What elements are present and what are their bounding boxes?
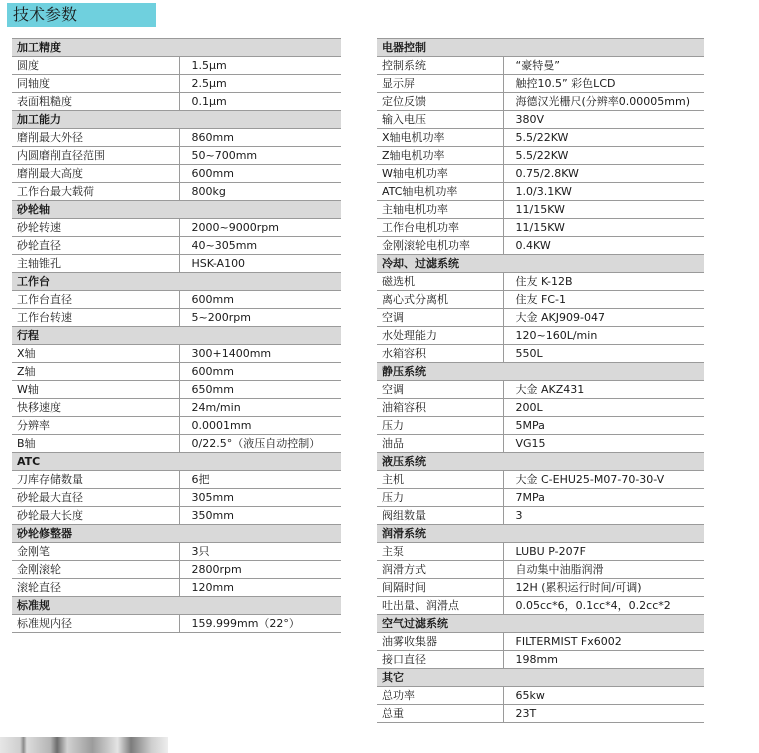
section-header [377, 255, 704, 273]
table-row [377, 219, 704, 237]
table-row [377, 507, 704, 525]
param-label: 主机 [377, 471, 503, 489]
section-header [12, 597, 341, 615]
param-label: 金刚笔 [12, 543, 179, 561]
param-label: 工作台电机功率 [377, 219, 503, 237]
param-value: 40~305mm [179, 237, 341, 255]
table-row [377, 327, 704, 345]
section-header [12, 111, 341, 129]
param-label: 圆度 [12, 57, 179, 75]
param-value: 800kg [179, 183, 341, 201]
param-label: 吐出量、润滑点 [377, 597, 503, 615]
table-row [377, 417, 704, 435]
section-title: ATC [12, 453, 341, 471]
param-label: 定位反馈 [377, 93, 503, 111]
param-label: 空调 [377, 381, 503, 399]
table-row [377, 93, 704, 111]
table-row [377, 435, 704, 453]
param-label: 接口直径 [377, 651, 503, 669]
section-title: 液压系统 [377, 453, 704, 471]
param-label: 表面粗糙度 [12, 93, 179, 111]
machine-photo-strip [0, 737, 168, 753]
table-row [377, 273, 704, 291]
section-header [12, 327, 341, 345]
param-value: 6把 [179, 471, 341, 489]
section-title: 润滑系统 [377, 525, 704, 543]
param-label: 阀组数量 [377, 507, 503, 525]
param-value: 0.0001mm [179, 417, 341, 435]
spec-table-left [12, 38, 341, 633]
table-row [12, 435, 341, 453]
param-value: 2.5μm [179, 75, 341, 93]
param-label: 主泵 [377, 543, 503, 561]
param-value: 5~200rpm [179, 309, 341, 327]
param-label: 工作台直径 [12, 291, 179, 309]
param-value: 3 [503, 507, 704, 525]
table-row [377, 147, 704, 165]
section-title: 静压系统 [377, 363, 704, 381]
section-title: 电器控制 [377, 39, 704, 57]
param-label: 压力 [377, 489, 503, 507]
table-row [12, 93, 341, 111]
param-value: 200L [503, 399, 704, 417]
param-value: 0.05cc*6，0.1cc*4，0.2cc*2 [503, 597, 704, 615]
table-row [12, 75, 341, 93]
param-label: 分辨率 [12, 417, 179, 435]
table-row [12, 399, 341, 417]
section-header [12, 201, 341, 219]
param-value: LUBU P-207F [503, 543, 704, 561]
param-label: 工作台最大载荷 [12, 183, 179, 201]
param-value: 7MPa [503, 489, 704, 507]
table-row [12, 219, 341, 237]
param-label: X轴电机功率 [377, 129, 503, 147]
table-row [377, 165, 704, 183]
section-header [12, 453, 341, 471]
section-header [377, 615, 704, 633]
table-row [12, 147, 341, 165]
table-row [12, 543, 341, 561]
param-value: 350mm [179, 507, 341, 525]
table-row [377, 471, 704, 489]
param-label: W轴电机功率 [377, 165, 503, 183]
param-label: 水箱容积 [377, 345, 503, 363]
param-label: 磨削最大高度 [12, 165, 179, 183]
param-value: 3只 [179, 543, 341, 561]
param-label: 砂轮最大长度 [12, 507, 179, 525]
table-row [377, 201, 704, 219]
page-title: 技术参数 [13, 5, 78, 24]
param-value: 550L [503, 345, 704, 363]
param-label: 间隔时间 [377, 579, 503, 597]
param-value: 50~700mm [179, 147, 341, 165]
param-value: 0.4KW [503, 237, 704, 255]
param-value: 0/22.5°（液压自动控制） [179, 435, 341, 453]
table-row [377, 597, 704, 615]
section-title: 砂轮轴 [12, 201, 341, 219]
param-label: 空调 [377, 309, 503, 327]
param-label: ATC轴电机功率 [377, 183, 503, 201]
param-value: 600mm [179, 363, 341, 381]
param-value: 1.5μm [179, 57, 341, 75]
param-value: HSK-A100 [179, 255, 341, 273]
param-label: X轴 [12, 345, 179, 363]
param-value: 600mm [179, 291, 341, 309]
table-row [12, 165, 341, 183]
param-label: Z轴电机功率 [377, 147, 503, 165]
param-value: 11/15KW [503, 201, 704, 219]
table-row [12, 363, 341, 381]
param-label: 磁选机 [377, 273, 503, 291]
param-label: 金刚滚轮电机功率 [377, 237, 503, 255]
param-value: 5.5/22KW [503, 129, 704, 147]
param-value: 自动集中油脂润滑 [503, 561, 704, 579]
param-label: 刀库存储数量 [12, 471, 179, 489]
param-label: 快移速度 [12, 399, 179, 417]
param-label: 水处理能力 [377, 327, 503, 345]
section-header [12, 525, 341, 543]
section-title: 行程 [12, 327, 341, 345]
table-row [12, 579, 341, 597]
param-value: FILTERMIST Fx6002 [503, 633, 704, 651]
param-label: 控制系统 [377, 57, 503, 75]
table-row [12, 57, 341, 75]
table-row [377, 129, 704, 147]
param-label: 油箱容积 [377, 399, 503, 417]
param-label: 总功率 [377, 687, 503, 705]
param-value: 住友 K-12B [503, 273, 704, 291]
param-value: 5.5/22KW [503, 147, 704, 165]
table-row [377, 291, 704, 309]
param-value: 380V [503, 111, 704, 129]
param-value: 住友 FC-1 [503, 291, 704, 309]
param-label: 压力 [377, 417, 503, 435]
section-title: 加工能力 [12, 111, 341, 129]
param-value: 65kw [503, 687, 704, 705]
param-value: 12H (累积运行时间/可调) [503, 579, 704, 597]
param-label: 砂轮最大直径 [12, 489, 179, 507]
table-row [377, 399, 704, 417]
section-header [12, 39, 341, 57]
table-row [12, 381, 341, 399]
table-row [12, 507, 341, 525]
param-value: 触控10.5” 彩色LCD [503, 75, 704, 93]
table-row [12, 345, 341, 363]
table-row [12, 291, 341, 309]
param-value: 24m/min [179, 399, 341, 417]
param-label: 主轴锥孔 [12, 255, 179, 273]
param-label: 主轴电机功率 [377, 201, 503, 219]
table-row [12, 471, 341, 489]
table-row [12, 255, 341, 273]
param-label: 砂轮直径 [12, 237, 179, 255]
param-value: 600mm [179, 165, 341, 183]
param-value: 11/15KW [503, 219, 704, 237]
param-value: 860mm [179, 129, 341, 147]
param-label: 磨削最大外径 [12, 129, 179, 147]
section-header [377, 669, 704, 687]
table-row [377, 381, 704, 399]
param-value: 大金 AKJ909-047 [503, 309, 704, 327]
table-row [377, 633, 704, 651]
param-value: 5MPa [503, 417, 704, 435]
section-header [12, 273, 341, 291]
param-label: B轴 [12, 435, 179, 453]
table-row [377, 309, 704, 327]
param-value: 198mm [503, 651, 704, 669]
param-value: 海德汉光栅尺(分辨率0.00005mm) [503, 93, 704, 111]
param-value: 0.1μm [179, 93, 341, 111]
param-value: 300+1400mm [179, 345, 341, 363]
section-header [377, 39, 704, 57]
table-row [377, 183, 704, 201]
param-label: 金刚滚轮 [12, 561, 179, 579]
param-value: 23T [503, 705, 704, 723]
param-value: 大金 AKZ431 [503, 381, 704, 399]
section-header [377, 453, 704, 471]
param-value: 120~160L/min [503, 327, 704, 345]
section-header [377, 363, 704, 381]
table-row [377, 237, 704, 255]
table-row [377, 651, 704, 669]
section-title: 冷却、过滤系统 [377, 255, 704, 273]
param-label: 显示屏 [377, 75, 503, 93]
param-label: 滚轮直径 [12, 579, 179, 597]
param-label: 输入电压 [377, 111, 503, 129]
param-value: 2000~9000rpm [179, 219, 341, 237]
table-row [377, 561, 704, 579]
table-row [12, 309, 341, 327]
table-row [12, 129, 341, 147]
param-value: 120mm [179, 579, 341, 597]
param-label: 砂轮转速 [12, 219, 179, 237]
table-row [12, 417, 341, 435]
section-title: 工作台 [12, 273, 341, 291]
table-row [377, 579, 704, 597]
table-row [377, 687, 704, 705]
param-label: 润滑方式 [377, 561, 503, 579]
param-value: “豪特曼” [503, 57, 704, 75]
table-row [12, 183, 341, 201]
param-label: W轴 [12, 381, 179, 399]
param-value: 650mm [179, 381, 341, 399]
section-header [377, 525, 704, 543]
page-title-banner [7, 3, 156, 27]
table-row [377, 345, 704, 363]
param-value: VG15 [503, 435, 704, 453]
table-row [377, 57, 704, 75]
table-row [377, 543, 704, 561]
param-label: 同轴度 [12, 75, 179, 93]
spec-table-right [377, 38, 704, 723]
table-row [377, 489, 704, 507]
section-title: 空气过滤系统 [377, 615, 704, 633]
param-value: 大金 C-EHU25-M07-70-30-V [503, 471, 704, 489]
table-row [12, 489, 341, 507]
table-row [12, 561, 341, 579]
table-row [377, 75, 704, 93]
param-value: 159.999mm（22°） [179, 615, 341, 633]
param-label: 油雾收集器 [377, 633, 503, 651]
table-row [377, 705, 704, 723]
table-row [377, 111, 704, 129]
param-label: 离心式分离机 [377, 291, 503, 309]
param-value: 0.75/2.8KW [503, 165, 704, 183]
param-value: 305mm [179, 489, 341, 507]
section-title: 其它 [377, 669, 704, 687]
table-row [12, 615, 341, 633]
param-label: Z轴 [12, 363, 179, 381]
section-title: 砂轮修整器 [12, 525, 341, 543]
param-value: 1.0/3.1KW [503, 183, 704, 201]
param-label: 油品 [377, 435, 503, 453]
param-label: 标准规内径 [12, 615, 179, 633]
param-label: 内圆磨削直径范围 [12, 147, 179, 165]
table-row [12, 237, 341, 255]
param-value: 2800rpm [179, 561, 341, 579]
param-label: 工作台转速 [12, 309, 179, 327]
param-label: 总重 [377, 705, 503, 723]
section-title: 标准规 [12, 597, 341, 615]
section-title: 加工精度 [12, 39, 341, 57]
